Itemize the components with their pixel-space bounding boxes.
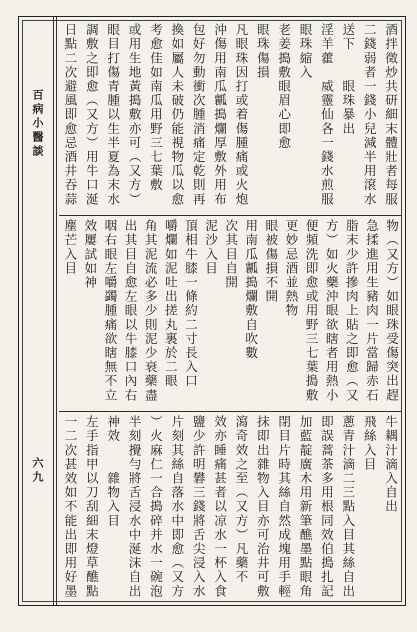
section-middle (59, 219, 401, 407)
text-column: 神效 雜物入目 (105, 415, 121, 528)
text-column: 鹽少許明礬三錢將舌尖浸入水 (190, 415, 206, 599)
text-column: 更妙忌酒並熱物 (283, 219, 299, 318)
text-column: 日點二次避風即愈忌酒井吞蒜 (62, 23, 78, 207)
text-column: 換如屬人未破仍能視物瓜以愈 (169, 23, 185, 207)
text-column: 考愈佳如南瓜用野三七葉敷 (147, 23, 163, 193)
page-frame (18, 16, 406, 606)
section-divider (59, 411, 401, 412)
text-column: 脂末少許摻肉上貼之即愈（又 (343, 219, 359, 403)
text-column: 包好勿動衝次腫消痛定乾則再 (190, 23, 206, 207)
gutter-rule (56, 17, 57, 605)
text-column: 淫羊藿 威靈仙各一錢水煎服 (318, 23, 334, 207)
text-column: 咽右眼左嚼蠲腫痛欲瞎無不立 (102, 219, 118, 403)
text-column: 出其目自愈左眼以牛膝口內右 (122, 219, 138, 403)
text-column: 方）如火藥沖眼欲瞎者用熱小 (323, 219, 339, 403)
text-column: 一二次甚效如不能出即用好墨 (62, 415, 78, 599)
text-column: 凡眼珠因打或着傷腫痛或火炮 (233, 23, 249, 207)
text-column: 二錢弱者一錢小兒減半用滾水 (361, 23, 377, 207)
text-column: 沖傷用南瓜瓤搗爛厚敷外用布 (212, 23, 227, 207)
text-column: 便頻洗即愈或用野三七葉搗敷 (303, 219, 319, 403)
text-column: 眼珠傷損 (254, 23, 270, 80)
text-column: 加藍靛廣木用新筆醮墨點眼角 (297, 415, 313, 599)
text-column: 半刻攪勻將舌浸水中涎沫自出 (126, 415, 142, 599)
text-column: 瀉奇效之至（又方）凡藥不 (233, 415, 249, 585)
section-top (59, 23, 401, 211)
text-column: 閉目片時其絲自然成塊用手輕 (276, 415, 292, 599)
text-column: 片刻其絲自落水中即愈（又方 (169, 415, 185, 599)
text-column: 急揉進用生豬肉一片當歸赤石 (363, 219, 379, 403)
text-column: 即誤蒿茶多用根同效伯搗扎記 (318, 415, 334, 599)
text-column: 嚼爛如泥吐出搓丸裏於二眼 (162, 219, 178, 389)
text-column: 用南瓜瓤搗爛敷自吹數 (243, 219, 259, 360)
text-column: 或用生地黃搗敷亦可（又方） (126, 23, 142, 207)
text-column: 抹即出雜物入目亦可治井可敷 (254, 415, 270, 599)
text-column: 物（又方）如眼珠受傷突出趕 (384, 219, 399, 403)
text-column: 眼目打傷青腫以生半夏為末水 (105, 23, 121, 207)
section-bottom (59, 415, 401, 599)
text-column: 效亦睡痛甚者以凉水一杯入食 (212, 415, 227, 599)
page-number: 六九 (31, 457, 44, 485)
text-column: 塵芒入目 (62, 219, 78, 276)
gutter-rule (53, 17, 54, 605)
book-title: 百病小醫談 (31, 89, 44, 159)
text-column: 眼珠縮入 (297, 23, 313, 80)
text-column: 效屢試如神 (82, 219, 98, 290)
text-column: 眼被傷損不開 (263, 219, 279, 304)
text-column: 左手指甲以刀刮細末燈草醮點 (83, 415, 99, 599)
text-column: 次其目自開 (223, 219, 239, 290)
text-column: 調敷之即愈（又方）用牛口涎 (83, 23, 99, 207)
text-column: 牛耦汁滴入自出 (383, 415, 398, 514)
gutter (19, 17, 55, 605)
text-column: 送下 眼珠暴出 (340, 23, 356, 136)
text-column: 角其泥流必多少則泥少衰藥盡 (142, 219, 158, 403)
text-column: 泥沙入目 (203, 219, 219, 276)
text-column: 頂相牛膝一條約二寸長入口 (182, 219, 198, 389)
text-column: 飛絲入目 (361, 415, 377, 472)
text-column: 蔥青汁滴二三點入目其絲自出 (340, 415, 356, 599)
text-column: 酒拌徵炒共研細末體壯者每服 (383, 23, 398, 207)
section-divider (59, 215, 401, 216)
text-column: ）火麻仁一合搗碎并水一碗泡 (147, 415, 163, 599)
text-column: 老姜搗敷眼眉心即愈 (276, 23, 292, 150)
